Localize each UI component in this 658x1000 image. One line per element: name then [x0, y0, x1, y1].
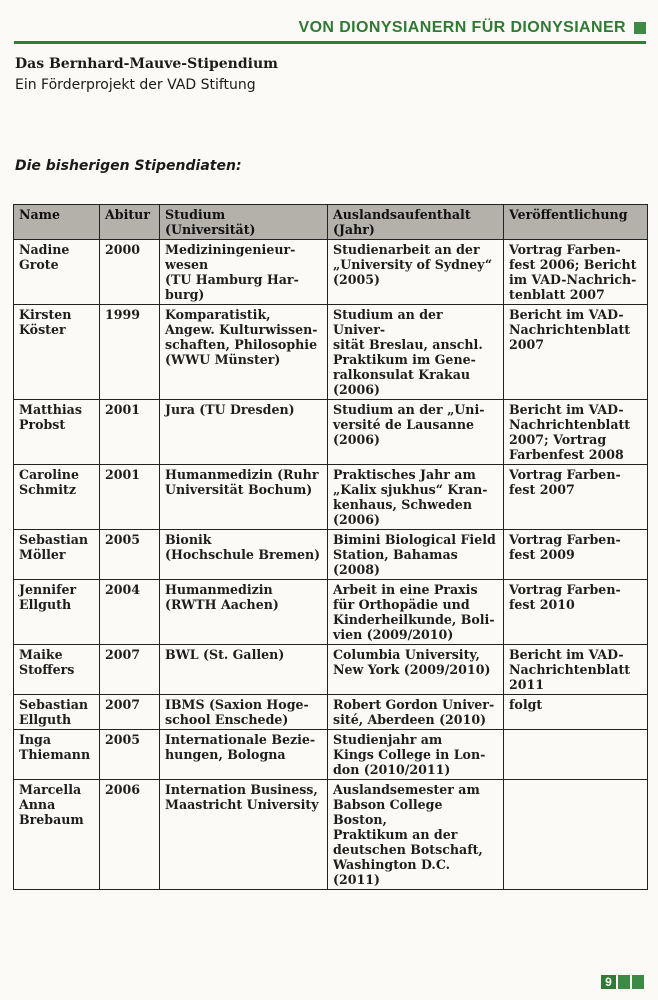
table-row	[14, 695, 648, 730]
page-number: 9	[601, 975, 616, 989]
cell-auslandsaufenthalt: Studienjahr am Kings College in Lon- don (2010/2011)	[328, 730, 504, 780]
cell-name: Sebastian Möller	[14, 530, 100, 580]
cell-studium: Bionik (Hochschule Bremen)	[160, 530, 328, 580]
cell-veroeffentlichung: Bericht im VAD- Nachrichtenblatt 2007	[504, 305, 648, 400]
cell-abitur: 2005	[100, 730, 160, 780]
cell-studium: Humanmedizin (Ruhr Universität Bochum)	[160, 465, 328, 530]
cell-studium: IBMS (Saxion Hoge- school Enschede)	[160, 695, 328, 730]
cell-abitur: 2007	[100, 645, 160, 695]
cell-name: Inga Thiemann	[14, 730, 100, 780]
cell-name: Jennifer Ellguth	[14, 580, 100, 645]
cell-veroeffentlichung: Vortrag Farben- fest 2009	[504, 530, 648, 580]
cell-veroeffentlichung	[504, 730, 648, 780]
cell-auslandsaufenthalt: Studienarbeit an der „University of Sydney“ (2005)	[328, 240, 504, 305]
cell-auslandsaufenthalt: Columbia University, New York (2009/2010)	[328, 645, 504, 695]
cell-auslandsaufenthalt: Bimini Biological Field Station, Bahamas (2008)	[328, 530, 504, 580]
stipendiaten-table	[13, 204, 648, 890]
table-row	[14, 780, 648, 890]
cell-auslandsaufenthalt: Robert Gordon Univer- sité, Aberdeen (2010)	[328, 695, 504, 730]
cell-studium: Internation Business, Maastricht University	[160, 780, 328, 890]
table-row	[14, 530, 648, 580]
table-row	[14, 240, 648, 305]
header-title: VON DIONYSIANERN FÜR DIONYSIANER	[298, 18, 626, 36]
cell-name: Maike Stoffers	[14, 645, 100, 695]
cell-auslandsaufenthalt: Studium an der „Uni- versité de Lausanne (2006)	[328, 400, 504, 465]
cell-studium: Humanmedizin (RWTH Aachen)	[160, 580, 328, 645]
cell-veroeffentlichung	[504, 780, 648, 890]
cell-studium: Mediziningenieur- wesen (TU Hamburg Har- burg)	[160, 240, 328, 305]
cell-veroeffentlichung: Vortrag Farben- fest 2007	[504, 465, 648, 530]
cell-abitur: 2007	[100, 695, 160, 730]
table-row	[14, 730, 648, 780]
table-header-row	[14, 205, 648, 240]
cell-veroeffentlichung: folgt	[504, 695, 648, 730]
column-header-name: Name	[14, 205, 100, 240]
cell-name: Matthias Probst	[14, 400, 100, 465]
table-row	[14, 645, 648, 695]
cell-name: Sebastian Ellguth	[14, 695, 100, 730]
cell-auslandsaufenthalt: Praktisches Jahr am „Kalix sjukhus“ Kran- kenhaus, Schweden (2006)	[328, 465, 504, 530]
cell-abitur: 2006	[100, 780, 160, 890]
cell-studium: Jura (TU Dresden)	[160, 400, 328, 465]
cell-veroeffentlichung: Vortrag Farben- fest 2006; Bericht im VAD-Nachrich- tenblatt 2007	[504, 240, 648, 305]
cell-abitur: 2000	[100, 240, 160, 305]
footer-square-icon	[618, 975, 630, 989]
cell-auslandsaufenthalt: Auslandsemester am Babson College Boston, Praktikum an der deutschen Botschaft, Washington D.C. (2011)	[328, 780, 504, 890]
column-header-veroeffentlichung: Veröffentlichung	[504, 205, 648, 240]
stipend-title: Das Bernhard-Mauve-Stipendium	[15, 56, 278, 72]
cell-name: Kirsten Köster	[14, 305, 100, 400]
stipend-subtitle: Ein Förderprojekt der VAD Stiftung	[15, 77, 256, 93]
table-row	[14, 400, 648, 465]
cell-name: Nadine Grote	[14, 240, 100, 305]
cell-studium: BWL (St. Gallen)	[160, 645, 328, 695]
cell-abitur: 2004	[100, 580, 160, 645]
cell-name: Marcella Anna Brebaum	[14, 780, 100, 890]
page-header	[14, 14, 646, 44]
cell-auslandsaufenthalt: Arbeit in eine Praxis für Orthopädie und Kinderheilkunde, Boli- vien (2009/2010)	[328, 580, 504, 645]
column-header-auslandsaufenthalt: Auslandsaufenthalt (Jahr)	[328, 205, 504, 240]
cell-abitur: 2005	[100, 530, 160, 580]
cell-veroeffentlichung: Bericht im VAD- Nachrichtenblatt 2007; Vortrag Farbenfest 2008	[504, 400, 648, 465]
page-footer	[601, 975, 644, 989]
cell-auslandsaufenthalt: Studium an der Univer- sität Breslau, anschl. Praktikum im Gene- ralkonsulat Krakau (2006)	[328, 305, 504, 400]
cell-abitur: 1999	[100, 305, 160, 400]
cell-abitur: 2001	[100, 400, 160, 465]
cell-studium: Komparatistik, Angew. Kulturwissen- schaften, Philosophie (WWU Münster)	[160, 305, 328, 400]
column-header-studium: Studium (Universität)	[160, 205, 328, 240]
table-row	[14, 465, 648, 530]
cell-veroeffentlichung: Vortrag Farben- fest 2010	[504, 580, 648, 645]
cell-veroeffentlichung: Bericht im VAD- Nachrichtenblatt 2011	[504, 645, 648, 695]
column-header-abitur: Abitur	[100, 205, 160, 240]
header-square-icon	[634, 22, 646, 34]
footer-square-icon	[632, 975, 644, 989]
cell-name: Caroline Schmitz	[14, 465, 100, 530]
cell-abitur: 2001	[100, 465, 160, 530]
table-row	[14, 305, 648, 400]
cell-studium: Internationale Bezie- hungen, Bologna	[160, 730, 328, 780]
table-row	[14, 580, 648, 645]
section-heading: Die bisherigen Stipendiaten:	[15, 158, 242, 174]
